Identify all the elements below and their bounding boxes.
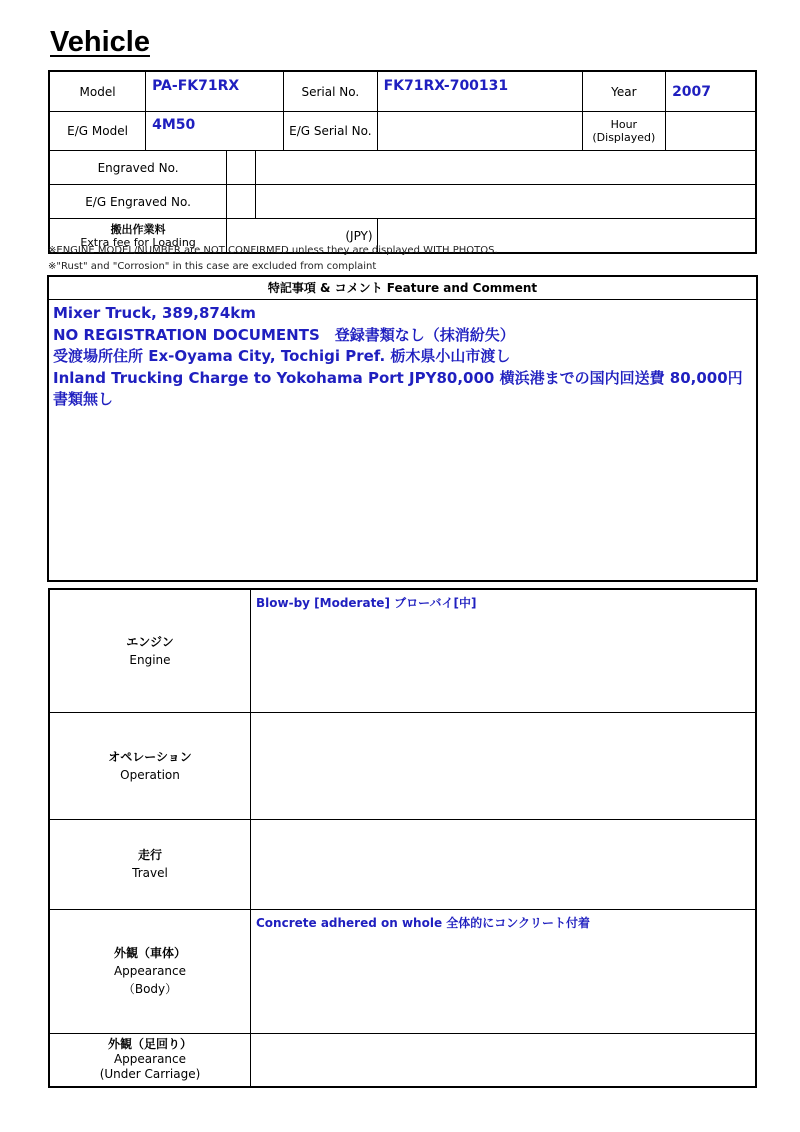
condition-table bbox=[48, 588, 757, 1088]
condition-row-operation bbox=[49, 712, 756, 819]
extra-fee-label-en: Extra fee for Loading bbox=[80, 235, 196, 249]
eg-model-label: E/G Model bbox=[49, 112, 146, 151]
condition-label-jp: オペレーション bbox=[108, 749, 192, 764]
extra-fee-label-jp: 搬出作業料 bbox=[110, 222, 166, 236]
year-label: Year bbox=[582, 71, 665, 112]
hour-label-line2: (Displayed) bbox=[592, 131, 656, 144]
feature-line: 書類無し bbox=[53, 390, 114, 408]
note-rust: ※"Rust" and "Corrosion" in this case are excluded from complaint bbox=[48, 261, 377, 272]
hour-label bbox=[582, 112, 665, 151]
condition-label bbox=[49, 1033, 251, 1087]
feature-line: Inland Trucking Charge to Yokohama Port JPY80,000 横浜港までの国内回送費 80,000円 bbox=[53, 368, 743, 387]
eg-serial-value bbox=[377, 112, 582, 151]
condition-label-en2: (Under Carriage) bbox=[99, 1067, 201, 1082]
model-value: PA-FK71RX bbox=[146, 71, 284, 112]
condition-label-jp: 走行 bbox=[137, 848, 162, 862]
eg-engraved-value bbox=[256, 185, 756, 219]
vehicle-info-table bbox=[48, 70, 757, 254]
serial-label: Serial No. bbox=[284, 71, 377, 112]
condition-comment: Blow-by [Moderate] ブローバイ[中] bbox=[251, 589, 757, 712]
feature-line: Mixer Truck, 389,874km bbox=[53, 304, 256, 322]
hour-value bbox=[666, 112, 756, 151]
condition-comment bbox=[251, 712, 757, 819]
feature-line: 受渡場所住所 Ex-Oyama City, Tochigi Pref. 栃木県小山市渡し bbox=[53, 347, 511, 365]
model-label: Model bbox=[49, 71, 146, 112]
condition-label-en: Engine bbox=[129, 652, 171, 667]
feature-comment-header: 特記事項 & コメント Feature and Comment bbox=[49, 277, 756, 300]
condition-row-body bbox=[49, 909, 756, 1033]
eg-engraved-box bbox=[227, 185, 256, 219]
condition-comment: Concrete adhered on whole 全体的にコンクリート付着 bbox=[251, 909, 757, 1033]
condition-comment bbox=[251, 819, 757, 909]
eg-engraved-label: E/G Engraved No. bbox=[49, 185, 227, 219]
extra-fee-currency: (JPY) bbox=[345, 228, 373, 243]
condition-label-en2: （Body） bbox=[122, 982, 178, 996]
condition-label-jp: 外観（車体） bbox=[113, 946, 186, 960]
condition-label bbox=[49, 819, 251, 909]
note-engine-confirm: ※ENGINE MODEL/NUMBER are NOT CONFIRMED unless they are displayed WITH PHOTOS. bbox=[48, 245, 498, 256]
condition-label-jp: エンジン bbox=[126, 634, 174, 649]
year-value: 2007 bbox=[666, 71, 756, 112]
condition-row-travel bbox=[49, 819, 756, 909]
condition-comment bbox=[251, 1033, 757, 1087]
serial-value: FK71RX-700131 bbox=[377, 71, 582, 112]
condition-label-en: Travel bbox=[132, 866, 168, 880]
condition-row-undercarriage bbox=[49, 1033, 756, 1087]
eg-model-value: 4M50 bbox=[146, 112, 284, 151]
engraved-label: Engraved No. bbox=[49, 151, 227, 185]
engraved-value bbox=[256, 151, 756, 185]
condition-label bbox=[49, 712, 251, 819]
condition-label-en: Appearance bbox=[113, 964, 187, 978]
condition-label bbox=[49, 589, 251, 712]
condition-label-jp: 外観（足回り） bbox=[107, 1037, 192, 1052]
engraved-box bbox=[227, 151, 256, 185]
condition-label-en: Operation bbox=[120, 767, 180, 782]
page-title: Vehicle bbox=[50, 26, 150, 58]
hour-label-line1: Hour bbox=[610, 118, 638, 131]
condition-label bbox=[49, 909, 251, 1033]
feature-line: NO REGISTRATION DOCUMENTS 登録書類なし（抹消紛失） bbox=[53, 325, 515, 344]
condition-label-en: Appearance bbox=[113, 1052, 187, 1067]
eg-serial-label: E/G Serial No. bbox=[284, 112, 377, 151]
condition-row-engine bbox=[49, 589, 756, 712]
feature-comment-box bbox=[47, 275, 758, 582]
